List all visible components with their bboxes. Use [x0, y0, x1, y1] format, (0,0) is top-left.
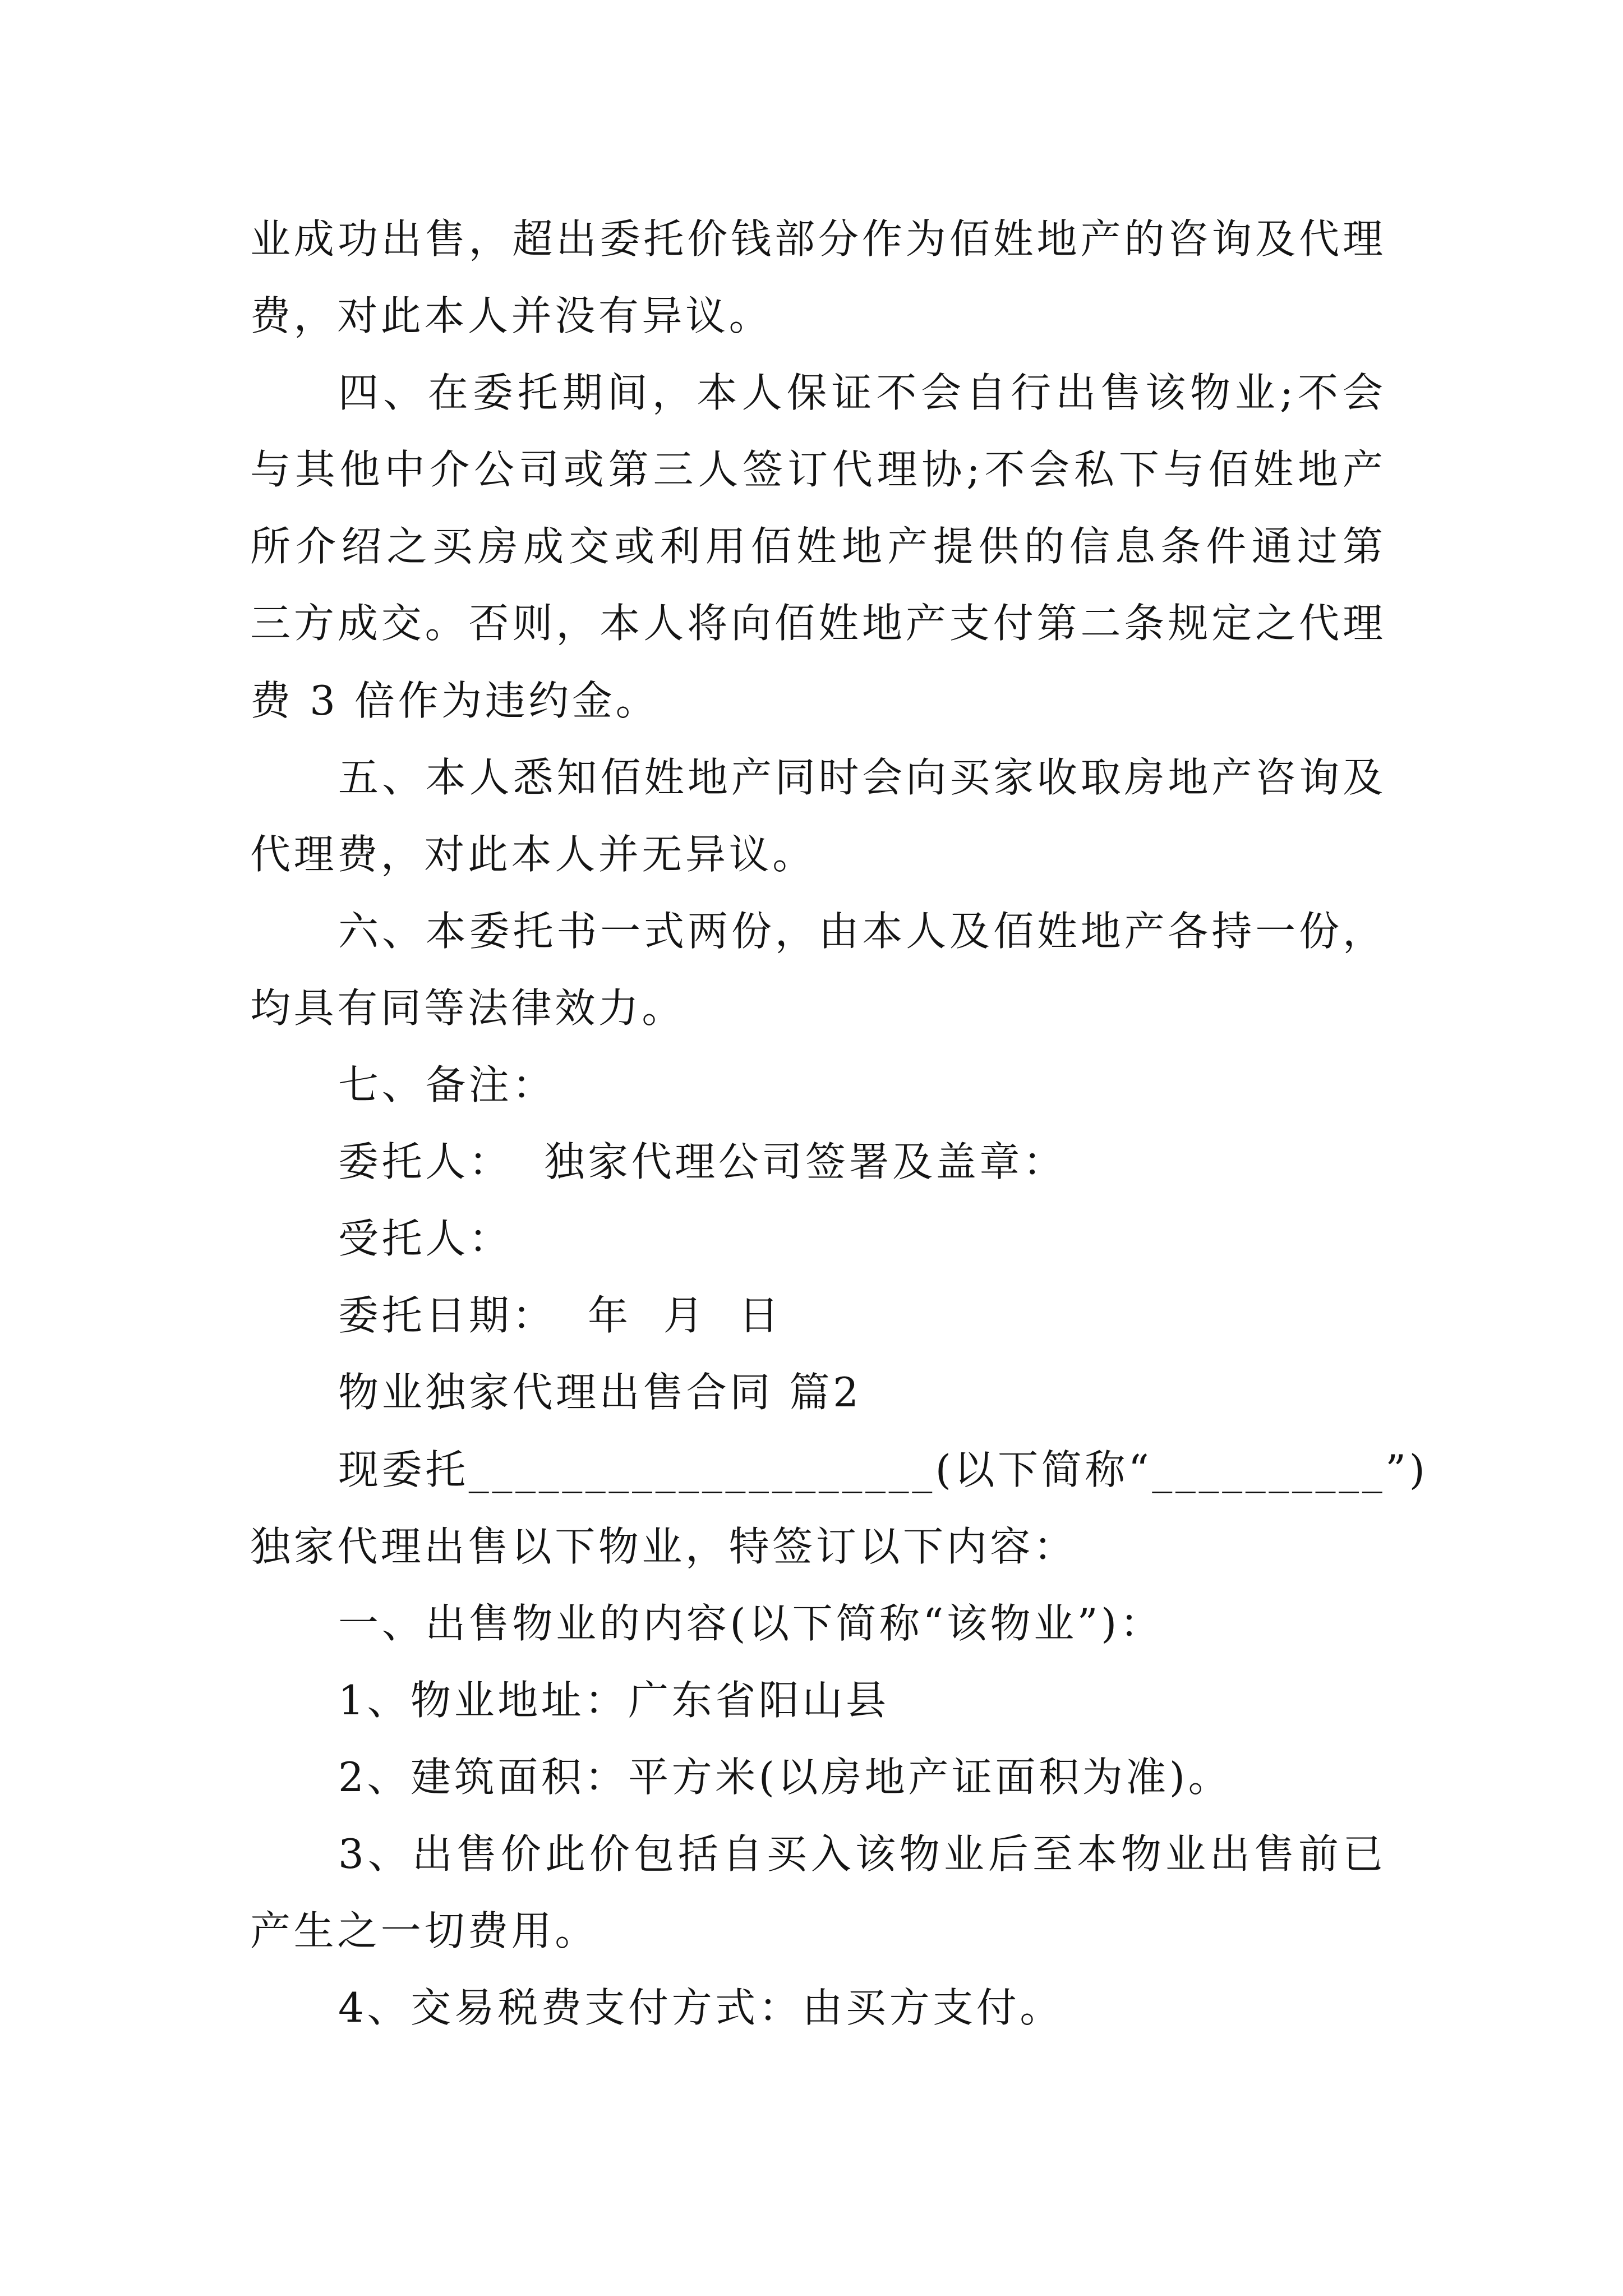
text-line: 独家代理出售以下物业，特签订以下内容： [250, 1522, 1077, 1570]
text-line: 业成功出售，超出委托价钱部分作为佰姓地产的咨询及代理 [250, 215, 1383, 263]
remarks-line: 七、备注： [338, 1061, 556, 1109]
text-line: 费 3 倍作为违约金。 [250, 677, 660, 724]
clause-line: 2、建筑面积：平方米(以房地产证面积为准)。 [338, 1753, 1232, 1801]
text-line: 费，对此本人并没有异议。 [250, 292, 773, 340]
text-line: 产生之一切费用。 [250, 1907, 598, 1955]
text-line: 所介绍之买房成交或利用佰姓地产提供的信息条件通过第 [250, 523, 1383, 570]
document-body [250, 201, 1428, 2046]
paragraph-start-line: 四、在委托期间，本人保证不会自行出售该物业;不会 [338, 369, 1383, 417]
principal-signature-line: 委托人： 独家代理公司签署及盖章： [338, 1138, 1067, 1186]
paragraph-start-line: 六、本委托书一式两份，由本人及佰姓地产各持一份， [338, 907, 1383, 955]
text-line: 三方成交。否则，本人将向佰姓地产支付第二条规定之代理 [250, 600, 1383, 647]
text-line: 与其他中介公司或第三人签订代理协;不会私下与佰姓地产 [250, 446, 1383, 494]
clause-line: 4、交易税费支付方式：由买方支付。 [338, 1984, 1064, 2032]
paragraph-start-line: 五、本人悉知佰姓地产同时会向买家收取房地产咨询及 [338, 753, 1383, 801]
section-title: 物业独家代理出售合同 篇2 [338, 1369, 862, 1416]
text-line: 代理费，对此本人并无异议。 [250, 830, 816, 878]
agent-signature-line: 受托人： [338, 1215, 513, 1263]
clause-line: 1、物业地址：广东省阳山县 [338, 1676, 889, 1724]
entrust-blank-line: 现委托____________________(以下简称“__________”) [338, 1446, 1428, 1493]
date-line: 委托日期： 年 月 日 [338, 1292, 782, 1340]
clause-line: 一、出售物业的内容(以下简称“该物业”)： [338, 1599, 1164, 1647]
text-line: 均具有同等法律效力。 [250, 984, 686, 1032]
clause-line: 3、出售价此价包括自买入该物业后至本物业出售前已 [338, 1830, 1383, 1878]
